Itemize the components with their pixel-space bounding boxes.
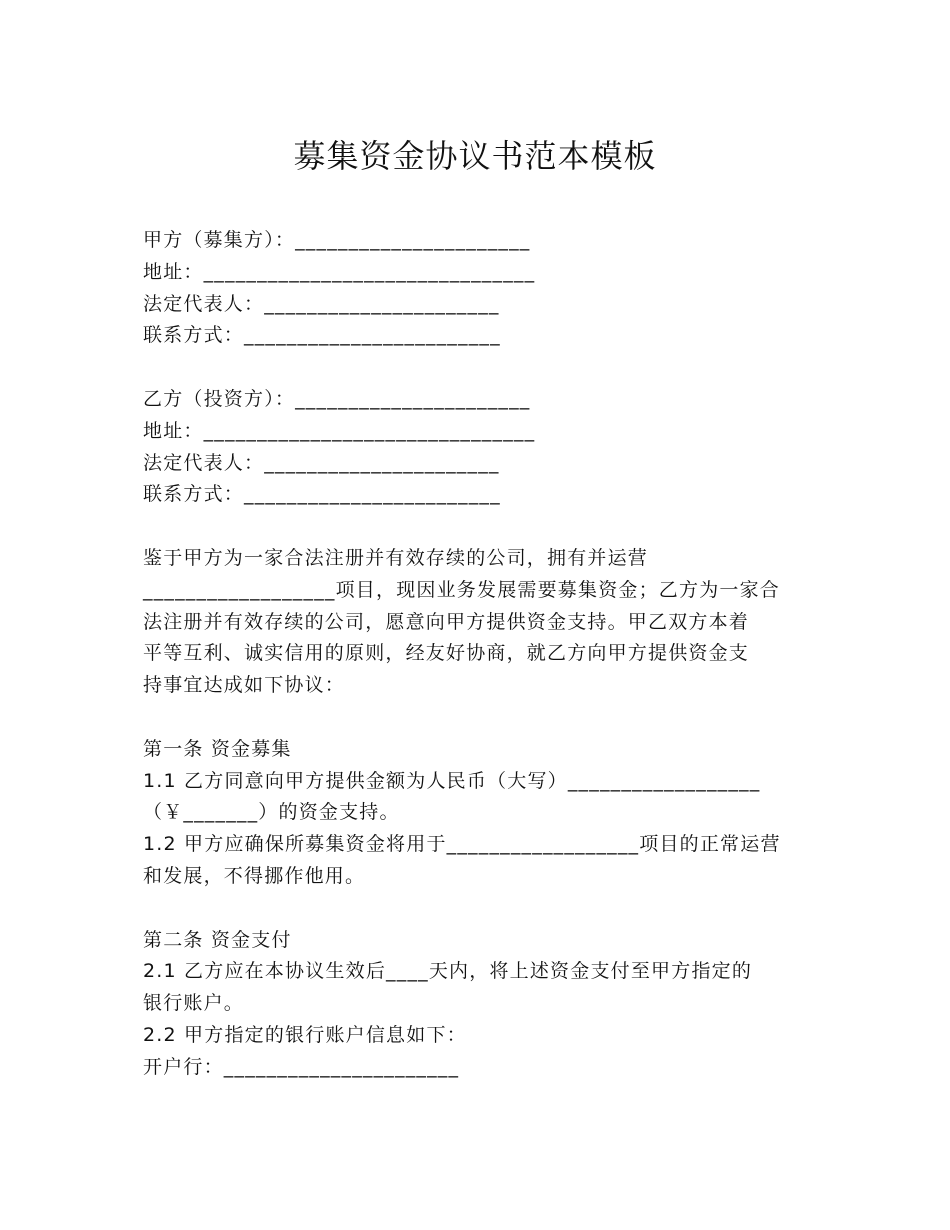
article-1-line: 和发展，不得挪作他用。 (143, 864, 366, 887)
preamble-line: 持事宜达成如下协议： (143, 674, 346, 697)
party-b-contact: 联系方式：________________________ (143, 483, 501, 506)
preamble-line: 鉴于甲方为一家合法注册并有效存续的公司，拥有并运营 (143, 546, 649, 569)
article-1-line: 1.2 甲方应确保所募集资金将用于__________________项目的正常运营 (143, 833, 781, 856)
party-a-legal-rep: 法定代表人：______________________ (143, 292, 500, 315)
preamble-line: __________________项目，现因业务发展需要募集资金；乙方为一家合 (143, 578, 781, 601)
article-2-line: 开户行：______________________ (143, 1055, 460, 1078)
party-a-heading: 甲方（募集方）：______________________ (143, 229, 531, 251)
section-gap (143, 702, 808, 734)
section-gap (143, 511, 808, 543)
article-1-line: （￥_______）的资金支持。 (143, 801, 400, 824)
party-b-heading: 乙方（投资方）：______________________ (143, 387, 531, 410)
document-body (143, 225, 808, 1084)
section-gap (143, 893, 808, 925)
party-b-legal-rep: 法定代表人：______________________ (143, 451, 500, 474)
article-1-heading: 第一条 资金募集 (143, 737, 292, 760)
party-a-address: 地址：_______________________________ (143, 260, 536, 283)
document-title: 募集资金协议书范本模板 (293, 137, 657, 175)
article-2-line: 2.2 甲方指定的银行账户信息如下： (143, 1023, 467, 1046)
article-2-line: 2.1 乙方应在本协议生效后____天内，将上述资金支付至甲方指定的 (143, 960, 753, 983)
party-b-address: 地址：_______________________________ (143, 419, 536, 442)
article-1-line: 1.1 乙方同意向甲方提供金额为人民币（大写）__________________ (143, 769, 761, 792)
preamble-line: 平等互利、诚实信用的原则，经友好协商，就乙方向甲方提供资金支 (143, 642, 750, 665)
article-2-line: 银行账户。 (143, 992, 245, 1015)
article-2-heading: 第二条 资金支付 (143, 928, 292, 951)
section-gap (143, 352, 808, 384)
party-a-contact: 联系方式：________________________ (143, 324, 501, 347)
preamble-line: 法注册并有效存续的公司，愿意向甲方提供资金支持。甲乙双方本着 (143, 610, 750, 633)
